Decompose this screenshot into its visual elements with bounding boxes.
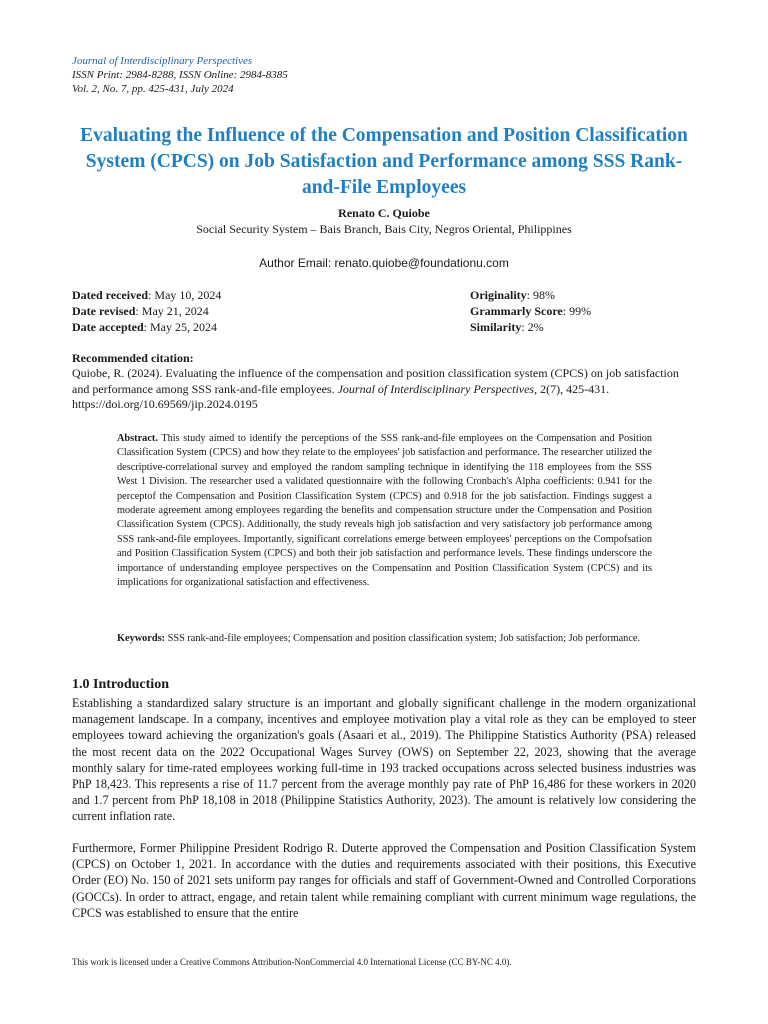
similarity-score xyxy=(470,319,591,335)
date-accepted-label: Date accepted xyxy=(72,320,144,334)
abstract xyxy=(117,432,652,590)
citation-heading: Recommended citation: xyxy=(72,351,194,365)
date-received-label: Dated received xyxy=(72,288,149,302)
abstract-label: Abstract. xyxy=(117,433,158,444)
citation-journal: Journal of Interdisciplinary Perspectives xyxy=(337,381,535,396)
date-block xyxy=(72,287,221,335)
originality-label: Originality xyxy=(470,288,527,302)
paper-title: Evaluating the Influence of the Compensation and Position Classification System (CPCS) on Job Satisfaction and Performance among SSS Rank-and-File Employees xyxy=(80,125,688,198)
date-accepted-value: : May 25, 2024 xyxy=(143,320,217,334)
similarity-value: : 2% xyxy=(521,320,544,334)
originality-value: : 98% xyxy=(526,288,556,302)
abstract-text: This study aimed to identify the perceptions of the SSS rank-and-file employees on the Compensation and Position Classification System (CPCS) and how they relate to the employees' job satisfaction and performance. The researcher utilized the descriptive-correlational survey and employed the random sampling technique in identifying the 118 employees from the SSS West 1 Division. The researcher used a validated questionnaire with the following Cronbach's Alpha coefficients: 0.941 for the perceptof the Compensation and Position Classification System (CPCS) and 0.918 for the job satisfaction. Findings suggest a moderate agreement among employees regarding the benefits and compensation structure under the Compensation and Position Classification System (CPCS). Additionally, the study reveals high job satisfaction and very satisfactory job performance among SSS rank-and-file employees. Importantly, significant correlations emerge between employees' perceptions on the Compofsation and Position Classification System (CPCS) and both their job satisfaction and performance levels. These findings underscore the importance of understanding employee perspectives on the Compensation and Position Classification System (CPCS) and its implications for organizational satisfaction and effectiveness. xyxy=(117,433,652,589)
author-affiliation: Social Security System – Bais Branch, Bais City, Negros Oriental, Philippines xyxy=(196,222,572,236)
date-revised-value: : May 21, 2024 xyxy=(135,304,209,318)
date-received-value: : May 10, 2024 xyxy=(148,288,222,302)
keywords-label: Keywords: xyxy=(117,633,166,644)
journal-volume: Vol. 2, No. 7, pp. 425-431, July 2024 xyxy=(72,83,234,95)
date-received xyxy=(72,287,221,303)
citation-authors: Quiobe, R. (2024). Evaluating the influence of the compensation and position classification system (CPCS) on job satisfaction and performance among SSS rank-and-file employees. xyxy=(72,366,679,396)
section-heading: 1.0 Introduction xyxy=(72,677,169,692)
score-block xyxy=(470,287,591,335)
date-revised xyxy=(72,303,221,319)
journal-issn: ISSN Print: 2984-8288, ISSN Online: 2984-8385 xyxy=(72,69,288,81)
grammarly-label: Grammarly Score xyxy=(470,304,563,318)
keywords-text: SSS rank-and-file employees; Compensation and position classification system; Job satisfaction; Job performance. xyxy=(165,633,641,644)
date-revised-label: Date revised xyxy=(72,304,136,318)
citation-text xyxy=(72,366,694,413)
date-accepted xyxy=(72,319,221,335)
author-name: Renato C. Quiobe xyxy=(338,206,430,220)
journal-name: Journal of Interdisciplinary Perspectives xyxy=(72,55,253,67)
intro-paragraph-2: Furthermore, Former Philippine President Rodrigo R. Duterte approved the Compensation and Position Classification System (CPCS) on October 1, 2021. In accordance with the duties and requirements associated with their positions, this Executive Order (EO) No. 150 of 2021 sets uniform pay ranges for officials and staff of Government-Owned and Controlled Corporations (GOCCs). In order to attract, engage, and retain talent while remaining compliant with current minimum wage regulations, the CPCS was established to ensure that the entire xyxy=(72,841,696,920)
intro-paragraph-1: Establishing a standardized salary structure is an important and globally significant challenge in the modern organizational management landscape. In a company, incentives and employee motivation play a vital role as they can be employed to steer employees toward achieving the organization's goals (Asaari et al., 2019). The Philippine Statistics Authority (PSA) released the most recent data on the 2022 Occupational Wages Survey (OWS) on September 22, 2023, showing that the average monthly salary for time-rated employees working full-time in 193 tracked occupations across selected business industries was PhP 18,423. This represents a rise of 11.7 percent from the average monthly pay rate of PhP 16,486 for these workers in 2020 and 1.7 percent from PhP 18,108 in 2018 (Philippine Statistics Authority, 2023). The amount is relatively low considering the current inflation rate. xyxy=(72,696,696,824)
grammarly-value: : 99% xyxy=(562,304,592,318)
journal-header xyxy=(72,54,288,96)
grammarly-score xyxy=(470,303,591,319)
license-footer: This work is licensed under a Creative Commons Attribution-NonCommercial 4.0 International License (CC BY-NC 4.0). xyxy=(72,957,512,967)
originality-score xyxy=(470,287,591,303)
keywords xyxy=(117,632,652,646)
citation-doi[interactable]: , 2(7), 425-431. https://doi.org/10.69569/jip.2024.0195 xyxy=(72,381,610,411)
similarity-label: Similarity xyxy=(470,320,522,334)
author-email: Author Email: renato.quiobe@foundationu.com xyxy=(259,256,509,270)
